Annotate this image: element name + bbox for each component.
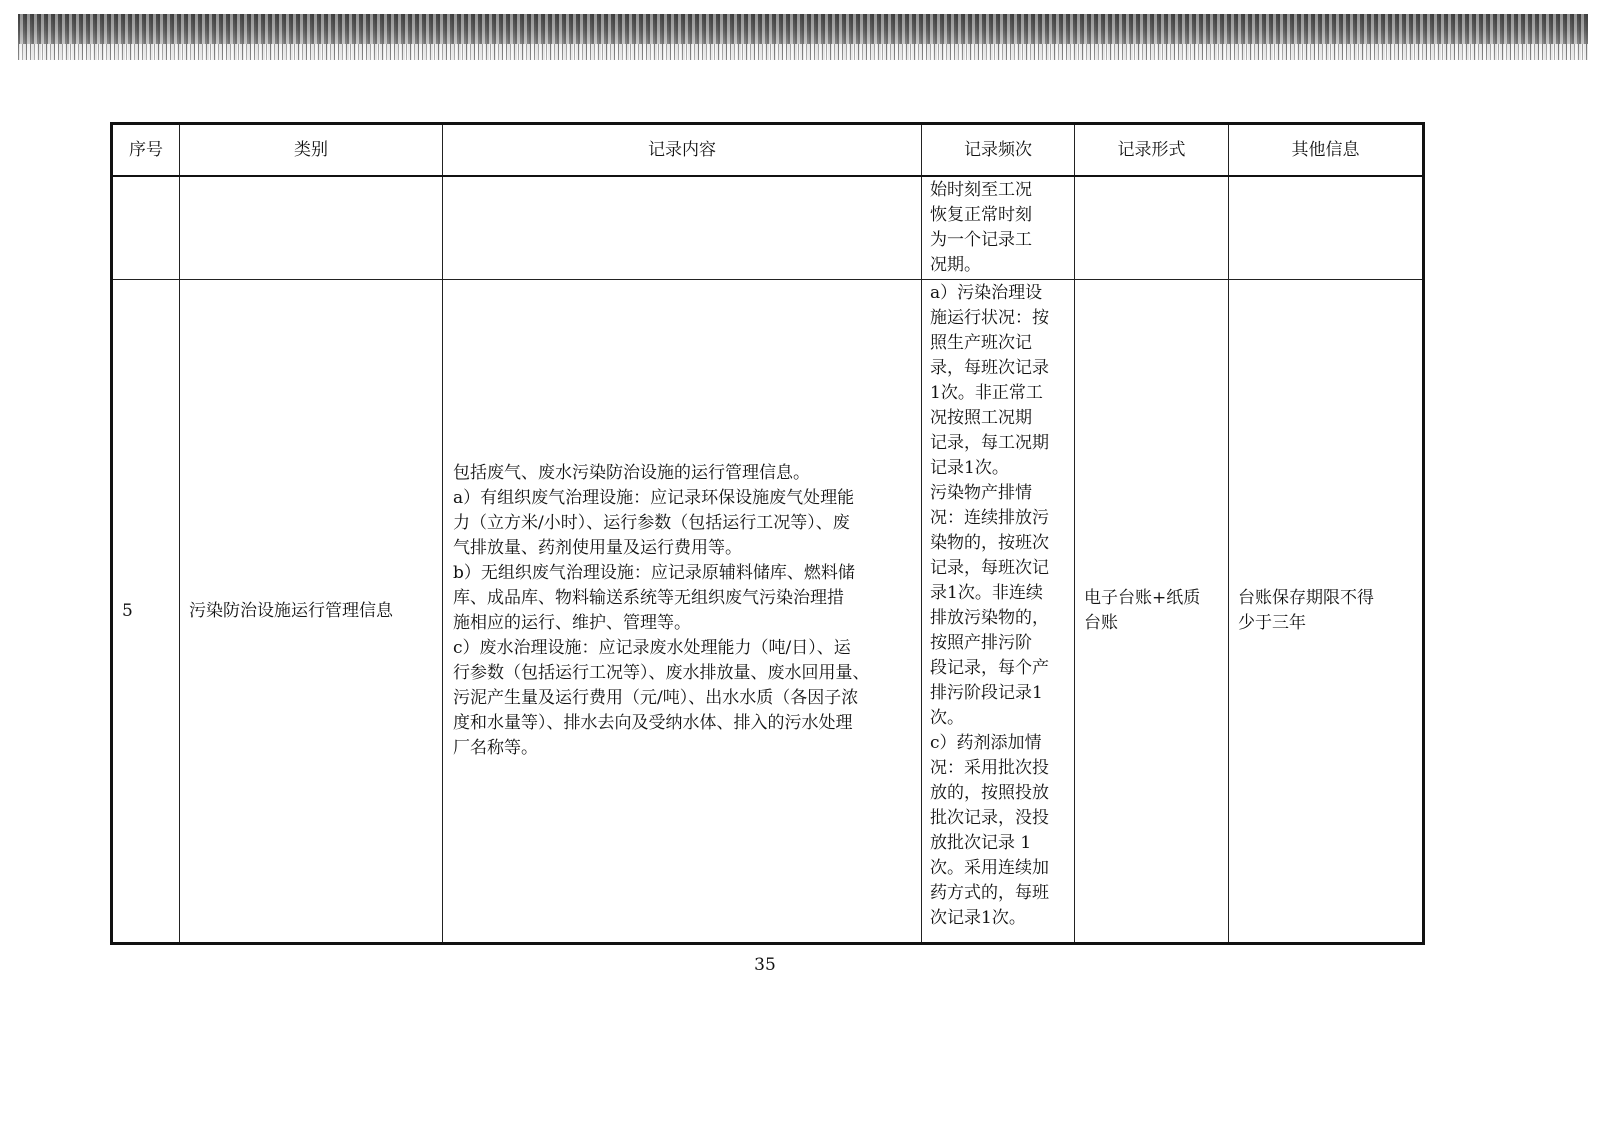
frequency-line: 照生产班次记	[930, 333, 1032, 353]
content-line: b）无组织废气治理设施：应记录原辅料储库、燃料储	[453, 563, 855, 583]
frequency-line: 始时刻至工况	[930, 180, 1032, 200]
cell-category: 污染防治设施运行管理信息	[180, 280, 443, 944]
frequency-line: 恢复正常时刻	[930, 205, 1032, 225]
frequency-line: a）污染治理设	[930, 283, 1043, 303]
frequency-line: 次。采用连续加	[930, 858, 1049, 878]
content-line: 气排放量、药剂使用量及运行费用等。	[453, 538, 742, 558]
content-line: 度和水量等）、排水去向及受纳水体、排入的污水处理	[453, 713, 853, 733]
frequency-line: 污染物产排情	[930, 483, 1032, 503]
table-header-row	[112, 124, 1424, 177]
cell-frequency	[922, 280, 1075, 944]
frequency-line: 施运行状况：按	[930, 308, 1049, 328]
frequency-line: 录1次。非连续	[930, 583, 1043, 603]
frequency-line: 放的，按照投放	[930, 783, 1049, 803]
header-other: 其他信息	[1229, 124, 1424, 177]
form-line: 电子台账+纸质	[1084, 588, 1201, 608]
scan-header-band	[18, 14, 1588, 60]
content-line: 污泥产生量及运行费用（元/吨）、出水水质（各因子浓	[453, 688, 859, 708]
frequency-line: 记录，每班次记	[930, 558, 1049, 578]
header-frequency: 记录频次	[922, 124, 1075, 177]
frequency-line: 况：采用批次投	[930, 758, 1049, 778]
header-form: 记录形式	[1075, 124, 1229, 177]
frequency-line: 记录，每工况期	[930, 433, 1049, 453]
frequency-line: 批次记录，没投	[930, 808, 1049, 828]
cell-frequency	[922, 176, 1075, 280]
form-line: 台账	[1084, 613, 1118, 633]
content-line: c）废水治理设施：应记录废水处理能力（吨/日）、运	[453, 638, 851, 658]
content-line: 力（立方米/小时）、运行参数（包括运行工况等）、废	[453, 513, 850, 533]
frequency-line: 录，每班次记录	[930, 358, 1049, 378]
cell-seq: 5	[112, 280, 180, 944]
content-line: 施相应的运行、维护、管理等。	[453, 613, 691, 633]
header-content: 记录内容	[443, 124, 922, 177]
content-line: 行参数（包括运行工况等）、废水排放量、废水回用量、	[453, 663, 870, 683]
frequency-line: 段记录，每个产	[930, 658, 1049, 678]
cell-other	[1229, 280, 1424, 944]
frequency-line: 染物的，按班次	[930, 533, 1049, 553]
frequency-line: 次记录1次。	[930, 908, 1026, 928]
header-category: 类别	[180, 124, 443, 177]
cell-form	[1075, 176, 1229, 280]
frequency-line: 为一个记录工	[930, 230, 1032, 250]
content-line: a）有组织废气治理设施：应记录环保设施废气处理能	[453, 488, 855, 508]
cell-category	[180, 176, 443, 280]
frequency-line: 药方式的，每班	[930, 883, 1049, 903]
frequency-line: 况按照工况期	[930, 408, 1032, 428]
page-number: 35	[754, 955, 776, 975]
content-line: 包括废气、废水污染防治设施的运行管理信息。	[453, 463, 810, 483]
content-line: 库、成品库、物料输送系统等无组织废气污染治理措	[453, 588, 844, 608]
other-line: 少于三年	[1238, 613, 1306, 633]
frequency-line: 次。	[930, 708, 964, 728]
frequency-line: 况期。	[930, 255, 981, 275]
frequency-line: 记录1次。	[930, 458, 1009, 478]
frequency-line: 排放污染物的，	[930, 608, 1049, 628]
cell-form	[1075, 280, 1229, 944]
frequency-line: c）药剂添加情	[930, 733, 1042, 753]
frequency-line: 况：连续排放污	[930, 508, 1049, 528]
header-seq: 序号	[112, 124, 180, 177]
frequency-line: 1次。非正常工	[930, 383, 1043, 403]
table-row	[112, 176, 1424, 280]
cell-other	[1229, 176, 1424, 280]
cell-content	[443, 280, 922, 944]
cell-seq	[112, 176, 180, 280]
frequency-line: 排污阶段记录1	[930, 683, 1043, 703]
content-line: 厂名称等。	[453, 738, 538, 758]
record-table	[110, 122, 1425, 945]
table-row	[112, 280, 1424, 944]
frequency-line: 按照产排污阶	[930, 633, 1032, 653]
other-line: 台账保存期限不得	[1238, 588, 1374, 608]
cell-content	[443, 176, 922, 280]
frequency-line: 放批次记录 1	[930, 833, 1032, 853]
